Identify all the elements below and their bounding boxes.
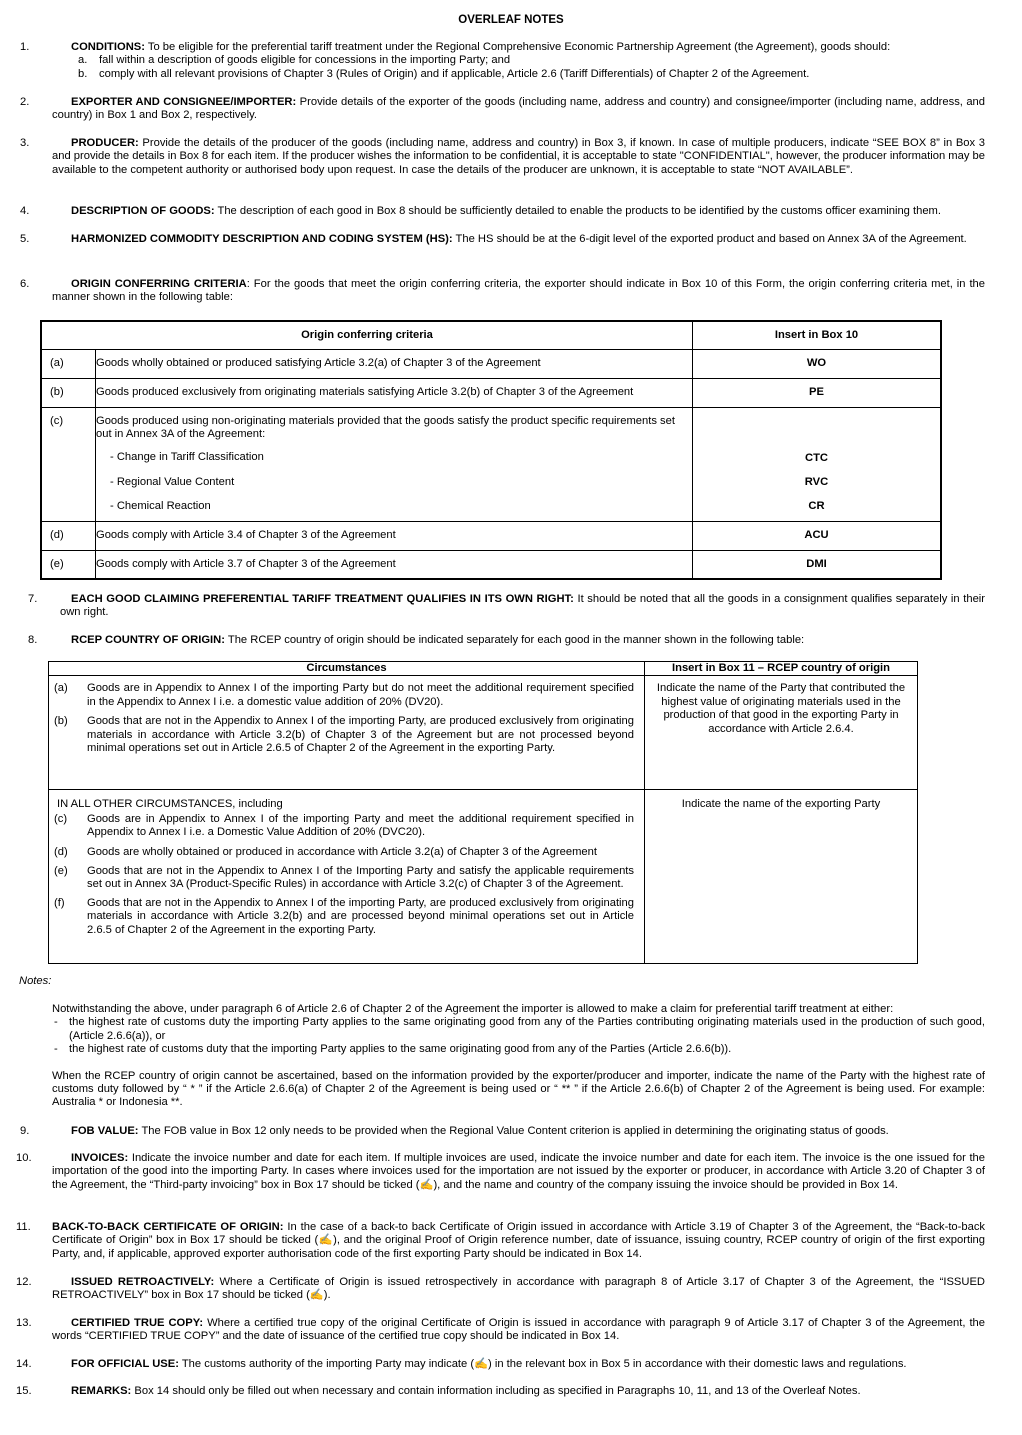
table1-rows-0-t: Goods wholly obtained or produced satisfying Article 3.2(a) of Chapter 3 of the Agreement <box>96 349 693 378</box>
items-i15-num: 15. <box>16 1385 32 1397</box>
code-cr: CR <box>808 500 825 513</box>
table2-g1-0-l: (a) <box>54 682 68 695</box>
items-i11-num: 11. <box>16 1221 31 1233</box>
note-10 <box>16 1152 985 1192</box>
notes-body <box>52 1003 985 1110</box>
table1-rows-2-l: (c) <box>41 407 96 521</box>
items-i10-text: Indicate the invoice number and date for each item. If multiple invoices are used, indicate the invoice number and date for each item. The invoice is the one issued for the importation of the good into the importing Party. In cases where invoices used for the importation are not issued by the exporter or producer, in accordance with Article 3.20 of Chapter 3 of the Agreement, the “Third-party invoicing” box in Box 17 should be ticked (✍), and the name and country of the company issuing the invoice should be provided in Box 14. <box>52 1152 985 1191</box>
table2-g2-1-t: Goods are wholly obtained or produced in accordance with Article 3.2(a) of Chapter 3 of the Agreement <box>87 845 597 858</box>
table1-subs-1-t: - Regional Value Content <box>110 475 235 488</box>
note-7 <box>28 593 986 620</box>
code-acu: ACU <box>693 521 942 550</box>
items-i2-text: Provide details of the exporter of the goods (including name, address and country) and consignee/importer (including name, address, and country) in Box 1 and Box 2, respectively. <box>52 96 985 122</box>
items-i4-head: DESCRIPTION OF GOODS: <box>71 205 215 217</box>
note-heading: CONDITIONS: <box>71 41 145 53</box>
code-dmi: DMI <box>693 550 942 579</box>
items-i5-text: The HS should be at the 6-digit level of the exported product and based on Annex 3A of the Agreement. <box>455 233 967 245</box>
table1-subs-2-t: - Chemical Reaction <box>110 500 211 513</box>
items-i6-text: : For the goods that meet the origin conferring criteria, the exporter should indicate in Box 10 of this Form, the origin conferring criteria met, in the manner shown in the following table: <box>52 278 985 304</box>
items-i1-a_t: fall within a description of goods eligible for concessions in the importing Party; and <box>99 54 511 67</box>
table2-g2-0-t: Goods are in Appendix to Annex I of the importing Party and meet the additional requirement specified in Appendix to Annex I i.e. a Domestic Value Addition of 20% (DVC20). <box>87 812 634 839</box>
note-4 <box>20 205 985 218</box>
note-6 <box>20 278 985 305</box>
table2-g1-1-t: Goods that are not in the Appendix to Annex I of the importing Party, are produced exclusively from originating materials in accordance with Article 3.2(b) of Chapter 3 of the Agreement but are not processed beyond minimal operations set out in Article 2.6.5 of Chapter 2 of the Agreement in the exporting Party. <box>87 715 634 755</box>
notes-d1: - the highest rate of customs duty the importing Party applies to the same originating good from any of the Parties contributing originating materials used in the production of such good, (Article 2.6.6(a)), or <box>52 1016 985 1043</box>
table1-rows-2-t: Goods produced using non-originating materials provided that the goods satisfy the product specific requirements set out in Annex 3A of the Agreement: <box>96 414 675 440</box>
table2-g2-0-l: (c) <box>54 812 68 825</box>
table2-g2_head: IN ALL OTHER CIRCUMSTANCES, including <box>57 798 283 811</box>
table1-rows-0-l: (a) <box>41 349 96 378</box>
items-i12-text: Where a Certificate of Origin is issued retrospectively in accordance with paragraph 8 of Article 3.17 of Chapter 3 of the Agreement, the “ISSUED RETROACTIVELY” box in Box 17 should be ticked (✍). <box>52 1276 986 1302</box>
notes-d2: - the highest rate of customs duty that the importing Party applies to the same originating good from any of the Parties (Article 2.6.6(b)). <box>52 1043 985 1056</box>
items-i1-b_l: b. <box>78 67 88 80</box>
items-i7-text: It should be noted that all the goods in a consignment qualifies separately in their own right. <box>60 593 986 619</box>
items-i15-text: Box 14 should only be filled out when necessary and contain information including as specified in Paragraphs 10, 11, and 13 of the Overleaf Notes. <box>134 1385 861 1397</box>
table1-rows-4-t: Goods comply with Article 3.7 of Chapter 3 of the Agreement <box>96 550 693 579</box>
table2-g2-3-l: (f) <box>54 896 65 909</box>
items-i9-num: 9. <box>20 1125 30 1137</box>
condition-a <box>52 54 985 67</box>
note-12 <box>16 1276 986 1303</box>
items-i11-text: In the case of a back-to back Certificate of Origin issued in accordance with Article 3.19 of Chapter 3 of the Agreement, the “Back-to-back Certificate of Origin” box in Box 17 should be ticked (✍), and the original Proof of Origin reference number, date of issuance, issuing country, RCEP country of origin of the first exporting Party, and, if applicable, approved exporter authorisation code of the first exporting Party should be indicated in Box 14. <box>52 1221 986 1260</box>
col-circumstances: Circumstances <box>49 662 645 676</box>
table2-g2-2-t: Goods that are not in the Appendix to Annex I of the Importing Party and satisfy the applicable requirements set out in Annex 3A (Product-Specific Rules) in accordance with Article 3.2(c) of Chapter 3 of the Agreement. <box>87 865 634 891</box>
col-box11: Insert in Box 11 – RCEP country of origin <box>645 662 918 676</box>
items-i2-num: 2. <box>20 96 30 108</box>
note-13 <box>16 1317 985 1344</box>
table2-g2-2-l: (e) <box>54 865 68 878</box>
table2-g1-0-t: Goods are in Appendix to Annex I of the importing Party but do not meet the additional requirement specified in the Appendix to Annex I i.e. a domestic value addition of 20% (DV20). <box>87 682 634 708</box>
items-i13-text: Where a certified true copy of the original Certificate of Origin is issued in accordance with paragraph 9 of Article 3.17 of Chapter 3 of the Agreement, the words “CERTIFIED TRUE COPY” and the date of issuance of the certified true copy should be indicated in Box 14. <box>52 1317 985 1343</box>
col-box10: Insert in Box 10 <box>693 321 942 349</box>
items-i14-head: FOR OFFICIAL USE: <box>71 1358 179 1370</box>
page-title: OVERLEAF NOTES <box>458 14 564 26</box>
items-i4-num: 4. <box>20 205 30 217</box>
code-rvc: RVC <box>804 475 829 488</box>
col-criteria: Origin conferring criteria <box>41 321 693 349</box>
items-i10-num: 10. <box>16 1152 32 1164</box>
table2-g2-1-l: (d) <box>54 845 68 858</box>
note-text: To be eligible for the preferential tariff treatment under the Regional Comprehensive Economic Partnership Agreement (the Agreement), goods should: <box>147 41 891 53</box>
notes-label: Notes: <box>19 975 52 987</box>
note-3 <box>20 137 985 177</box>
items-i10-head: INVOICES: <box>71 1152 129 1164</box>
items-i9-head: FOB VALUE: <box>71 1125 139 1137</box>
items-i12-head: ISSUED RETROACTIVELY: <box>71 1276 215 1288</box>
g1-instruction: Indicate the name of the Party that contributed the highest value of originating materials used in the production of that good in the exporting Party in accordance with Article 2.6.4. <box>645 676 918 790</box>
items-i8-text: The RCEP country of origin should be indicated separately for each good in the manner shown in the following table: <box>227 634 805 646</box>
items-i4-text: The description of each good in Box 8 should be sufficiently detailed to enable the products to be identified by the customs officer examining them. <box>217 205 941 217</box>
items-i8-num: 8. <box>28 634 38 646</box>
note-9 <box>20 1125 985 1138</box>
items-i7-head: EACH GOOD CLAIMING PREFERENTIAL TARIFF TREATMENT QUALIFIES IN ITS OWN RIGHT: <box>71 593 574 605</box>
table1-rows-3-t: Goods comply with Article 3.4 of Chapter 3 of the Agreement <box>96 521 693 550</box>
items-i5-head: HARMONIZED COMMODITY DESCRIPTION AND CODING SYSTEM (HS): <box>71 233 453 245</box>
items-i15-head: REMARKS: <box>71 1385 132 1397</box>
origin-criteria-table <box>40 320 942 580</box>
condition-b <box>52 68 985 81</box>
items-i3-text: Provide the details of the producer of the goods (including name, address and country) in Box 3, if known. In case of multiple producers, indicate “SEE BOX 8” in Box 3 and provide the details in Box 8 for each item. If the producer wishes the information to be confidential, it is acceptable to state "CONFIDENTIAL", however, the producer information may be available to the competent authority or authorised body upon request. In case the details of the producer are unknown, it is acceptable to state “NOT AVAILABLE”. <box>52 137 985 176</box>
table2-g2-3-t: Goods that are not in the Appendix to Annex I of the importing Party, are produced exclusively from originating materials in accordance with Article 3.2(b) and are processed beyond minimal operations set out in Article 2.6.5 of Chapter 2 of the Agreement in the exporting Party. <box>87 896 634 936</box>
note-8 <box>28 634 985 647</box>
items-i3-num: 3. <box>20 137 30 149</box>
items-i2-head: EXPORTER AND CONSIGNEE/IMPORTER: <box>71 96 297 108</box>
items-i5-num: 5. <box>20 233 30 245</box>
items-i1-b_t: comply with all relevant provisions of Chapter 3 (Rules of Origin) and if applicable, Article 2.6 (Tariff Differentials) of Chapter 2 of the Agreement. <box>99 67 810 80</box>
items-i7-num: 7. <box>28 593 38 605</box>
table1-rows-1-t: Goods produced exclusively from originating materials satisfying Article 3.2(b) of Chapter 3 of the Agreement <box>96 378 693 407</box>
items-i12-num: 12. <box>16 1276 32 1288</box>
items-i13-num: 13. <box>16 1317 32 1329</box>
items-i1-a_l: a. <box>78 54 88 67</box>
items-i9-text: The FOB value in Box 12 only needs to be provided when the Regional Value Content criterion is applied in determining the originating status of goods. <box>141 1125 889 1137</box>
items-i6-head: ORIGIN CONFERRING CRITERIA <box>71 278 247 290</box>
notes-p2: When the RCEP country of origin cannot be ascertained, based on the information provided by the exporter/producer and importer, indicate the name of the Party with the highest rate of customs duty followed by “ * ” if the Article 2.6.6(a) of Chapter 2 of the Agreement is being used or “ ** ” if the Article 2.6.6(b) of Chapter 2 of the Agreement is being used. For example: Australia * or Indonesia **. <box>52 1069 985 1109</box>
items-i8-head: RCEP COUNTRY OF ORIGIN: <box>71 634 225 646</box>
note-5 <box>20 233 985 246</box>
note-14 <box>16 1358 985 1371</box>
table2-g1-1-l: (b) <box>54 715 68 728</box>
items-i14-num: 14. <box>16 1358 32 1370</box>
table1-rows-3-l: (d) <box>41 521 96 550</box>
items-i11-head: BACK-TO-BACK CERTIFICATE OF ORIGIN: <box>52 1221 284 1233</box>
items-i13-head: CERTIFIED TRUE COPY: <box>71 1317 204 1329</box>
notes-p1: Notwithstanding the above, under paragraph 6 of Article 2.6 of Chapter 2 of the Agreement the importer is allowed to make a claim for preferential tariff treatment at either: <box>52 1003 894 1015</box>
table1-rows-4-l: (e) <box>41 550 96 579</box>
items-i14-text: The customs authority of the importing Party may indicate (✍) in the relevant box in Box 5 in accordance with their domestic laws and regulations. <box>181 1358 907 1370</box>
note-2 <box>20 96 985 123</box>
items-i6-num: 6. <box>20 278 30 290</box>
note-number: 1. <box>20 41 30 53</box>
note-15 <box>16 1385 985 1398</box>
table1-rows-1-l: (b) <box>41 378 96 407</box>
code-pe: PE <box>693 378 942 407</box>
note-11 <box>16 1221 986 1261</box>
g2-instruction: Indicate the name of the exporting Party <box>645 790 918 964</box>
table1-subs-0-t: - Change in Tariff Classification <box>110 451 264 464</box>
code-wo: WO <box>693 349 942 378</box>
rcep-origin-table <box>48 661 918 964</box>
note-1 <box>20 41 985 81</box>
code-ctc: CTC <box>805 451 828 464</box>
items-i3-head: PRODUCER: <box>71 137 139 149</box>
